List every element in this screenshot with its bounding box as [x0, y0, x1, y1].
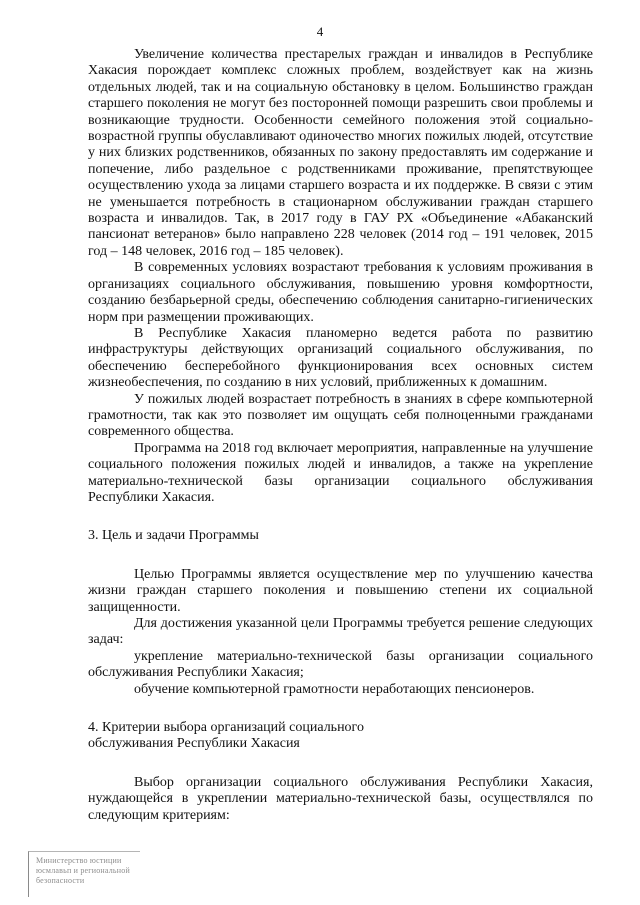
section-3-task-1: укрепление материально-технической базы организации социального обслуживания Республики Хакасия;	[88, 648, 593, 681]
document-body	[88, 47, 593, 824]
stamp-line-3: безопасности	[36, 876, 85, 885]
stamp-line-1: Министерство юстиции	[36, 856, 122, 865]
section-4-paragraph-1: Выбор организации социального обслуживания Республики Хакасия, нуждающейся в укреплении материально-технической базы, осуществлялся по следующим критериям:	[88, 774, 593, 823]
page-number: 4	[316, 24, 324, 39]
section-3-task-2: обучение компьютерной грамотности неработающих пенсионеров.	[134, 681, 535, 697]
registration-stamp	[28, 851, 140, 897]
section-3-paragraph-2: Для достижения указанной цели Программы требуется решение следующих задач:	[88, 616, 593, 648]
section-3-paragraph-1: Целью Программы является осуществление мер по улучшению качества жизни граждан старшего поколения и повышению степени их социальной защищенности.	[88, 566, 593, 615]
paragraph-intro-4: У пожилых людей возрастает потребность в знаниях в сфере компьютерной грамотности, так как это позволяет им ощущать себя полноценными гражданами современного общества.	[88, 391, 593, 440]
paragraph-intro-1: Увеличение количества престарелых граждан и инвалидов в Республике Хакасия порождает комплекс сложных проблем, воздействует как на жизнь отдельных людей, так и на социальную обстановку в целом. Большинство граждан старшего поколения не могут без посторонней помощи разрешить свои проблемы и возникающие трудности. Особенности семейного положения этой социально-возрастной группы обуславливают одиночество многих пожилых людей, отсутствие у них близких родственников, обязанных по закону предоставлять им содержание и попечение, либо раздельное с родственниками проживание, препятствующее осуществлению ухода за лицами старшего возраста и их поддержке. В связи с этим не уменьшается потребность в стационарном обслуживании граждан старшего возраста и инвалидов. Так, в 2017 году в ГАУ РХ «Объединение «Абаканский пансионат ветеранов» было направлено 228 человек (2014 год – 191 человек, 2015 год – 148 человек, 2016 год – 185 человек).	[88, 47, 593, 259]
paragraph-intro-5: Программа на 2018 год включает мероприятия, направленные на улучшение социального положения пожилых людей и инвалидов, а также на укрепление материально-технической базы организации социального обслуживания Республики Хакасия.	[88, 440, 593, 505]
paragraph-intro-3: В Республике Хакасия планомерно ведется работа по развитию инфраструктуры действующих организаций социального обслуживания, по обеспечению бесперебойного функционирования всех основных систем жизнеобеспечения, по созданию в них условий, приближенных к домашним.	[88, 325, 593, 391]
paragraph-intro-2: В современных условиях возрастают требования к условиям проживания в организациях социального обслуживания, повышению уровня комфортности, созданию безбарьерной среды, обеспечению соблюдения санитарно-гигиенических норм при размещении проживающих.	[88, 260, 593, 325]
section-3-heading: 3. Цель и задачи Программы	[88, 528, 259, 544]
section-4-heading-line-1: 4. Критерии выбора организаций социального	[88, 720, 364, 736]
section-4-heading-line-2: обслуживания Республики Хакасия	[88, 736, 300, 752]
stamp-line-2: юсмлавьп и региональной	[36, 866, 130, 875]
